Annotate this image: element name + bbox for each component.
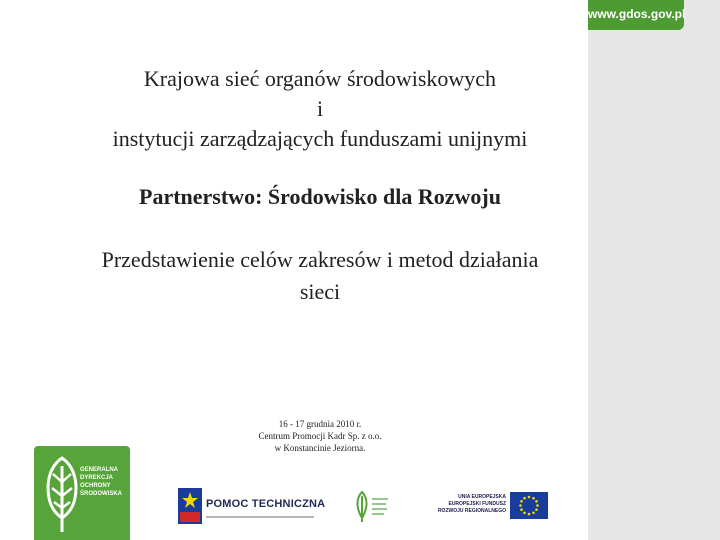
pomoc-techniczna-logo bbox=[176, 486, 336, 526]
event-date: 16 - 17 grudnia 2010 r. bbox=[278, 419, 362, 429]
title-line-2: i bbox=[316, 96, 324, 121]
right-sidebar bbox=[588, 0, 720, 540]
star-flag-icon bbox=[176, 486, 204, 526]
eu-text-line-1: UNIA EUROPEJSKA bbox=[458, 494, 506, 500]
eu-logo bbox=[434, 490, 550, 522]
site-url-badge[interactable]: www.gdos.gov.pl bbox=[588, 0, 684, 30]
eu-logo-text bbox=[434, 494, 506, 515]
title-line-3: instytucji zarządzających funduszami unijnymi bbox=[112, 126, 528, 151]
tree-icon bbox=[40, 452, 84, 536]
event-venue: Centrum Promocji Kadr Sp. z o.o. bbox=[258, 431, 382, 441]
presentation-title bbox=[40, 64, 600, 154]
title-line-1: Krajowa sieć organów środowiskowych bbox=[143, 66, 497, 91]
event-location: w Konstancinie Jeziorna. bbox=[274, 443, 366, 453]
description-line-2: sieci bbox=[299, 279, 341, 304]
eu-text-line-3: ROZWOJU REGIONALNEGO bbox=[437, 508, 506, 514]
eu-flag-icon bbox=[510, 492, 548, 519]
eu-text-line-2: EUROPEJSKI FUNDUSZ bbox=[448, 501, 506, 507]
event-info bbox=[220, 418, 420, 454]
gdos-text-line-1: GENERALNA bbox=[80, 467, 119, 473]
pt-logo-text: POMOC TECHNICZNA bbox=[206, 498, 326, 510]
gdos-text-line-2: DYREKCJA bbox=[80, 475, 114, 481]
presentation-description bbox=[40, 244, 600, 308]
description-line-1: Przedstawienie celów zakresów i metod działania bbox=[101, 247, 539, 272]
gdos-logo bbox=[34, 446, 130, 540]
eu-stars-icon bbox=[510, 492, 548, 519]
leaf-icon bbox=[352, 488, 392, 524]
gdos-logo-text bbox=[80, 466, 128, 498]
pt-logo-underline bbox=[206, 516, 314, 518]
partner-logo bbox=[352, 488, 392, 524]
gdos-text-line-3: OCHRONY bbox=[80, 483, 111, 489]
presentation-subtitle: Partnerstwo: Środowisko dla Rozwoju bbox=[139, 184, 501, 209]
gdos-text-line-4: ŚRODOWISKA bbox=[80, 491, 122, 497]
